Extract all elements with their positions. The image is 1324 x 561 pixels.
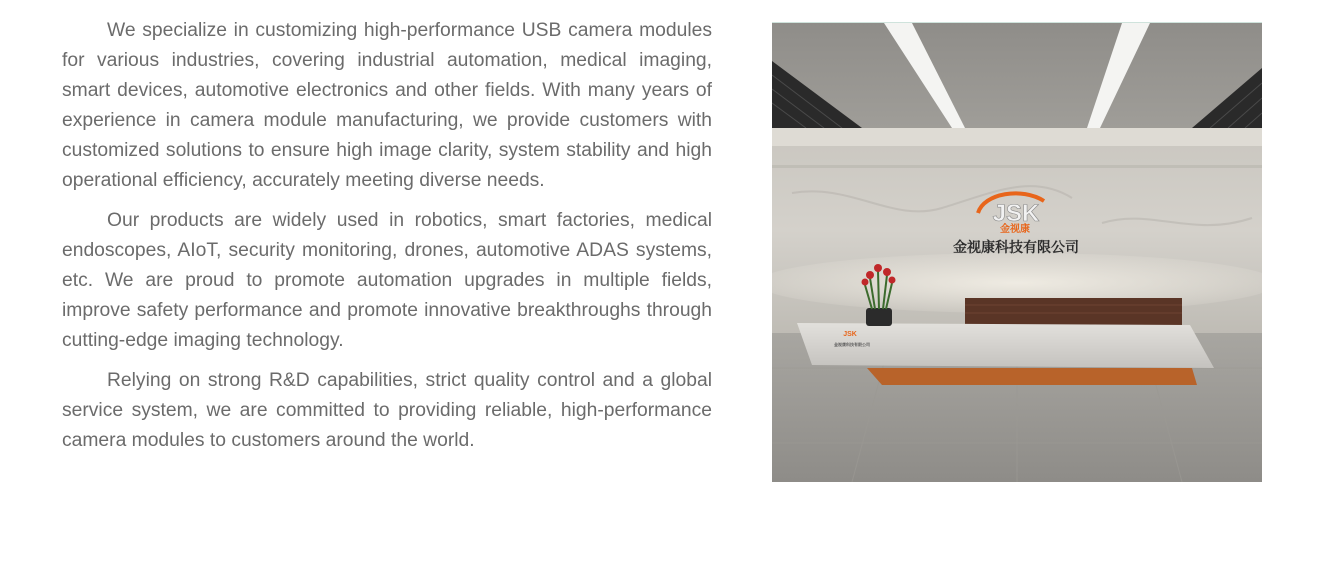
desk-base-light bbox=[867, 368, 1197, 385]
about-paragraph-3: Relying on strong R&D capabilities, strict quality control and a global service system, we are committed to providing reliable, high-performance camera modules to customers around the world. bbox=[62, 370, 712, 451]
logo-chinese-text: 金视康 bbox=[1000, 224, 1030, 235]
about-paragraph-2: Our products are widely used in robotics, smart factories, medical endoscopes, AIoT, security monitoring, drones, automotive ADAS systems, etc. We are proud to promote automation upgrades in multiple fields, improve safety performance and promote innovative breakthroughs through cutting-edge imaging technology. bbox=[62, 210, 712, 351]
about-text bbox=[62, 16, 712, 466]
company-sign: 金视康科技有限公司 bbox=[953, 240, 1079, 256]
desk-sign: 金视康科技有限公司 bbox=[834, 342, 870, 347]
logo-text: JSK bbox=[992, 200, 1040, 227]
back-counter bbox=[965, 298, 1182, 325]
desk-logo: JSK bbox=[843, 331, 857, 338]
reception-illustration bbox=[772, 23, 1262, 482]
wall-groove bbox=[772, 165, 1262, 168]
about-paragraph-1: We specialize in customizing high-performance USB camera modules for various industries, covering industrial automation, medical imaging, smart devices, automotive electronics and other fields. With many years of experience in camera module manufacturing, we provide customers with customized solutions to ensure high image clarity, system stability and high operational efficiency, accurately meeting diverse needs. bbox=[62, 20, 712, 191]
office-reception-photo bbox=[772, 22, 1262, 482]
wall-top-band bbox=[772, 128, 1262, 146]
